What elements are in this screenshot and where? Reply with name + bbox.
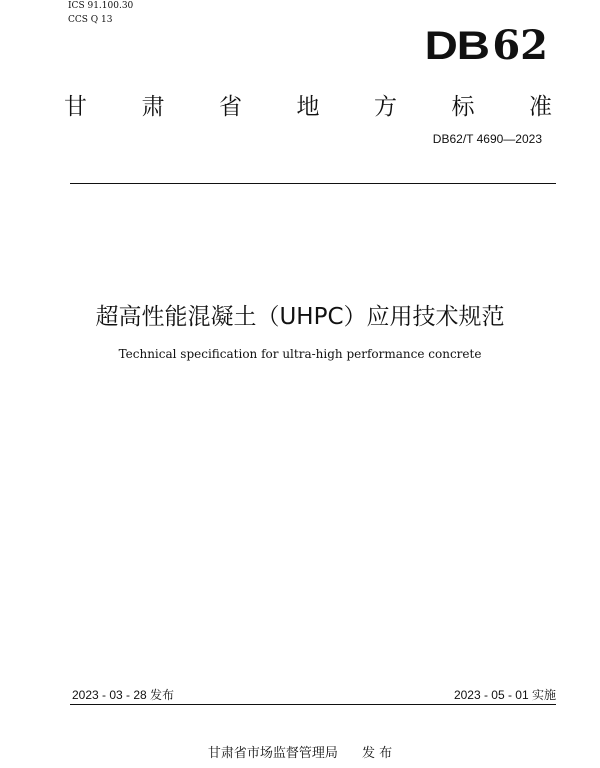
publisher-action: 发 布 xyxy=(361,746,393,761)
ccs-code: CCS Q 13 xyxy=(68,15,113,25)
standard-code-logo xyxy=(398,22,548,69)
issue-date: 2023 - 03 - 28 发布 xyxy=(72,688,175,702)
standard-type-char: 方 xyxy=(374,94,397,120)
standard-type-char: 准 xyxy=(529,94,552,120)
document-title-cn: 超高性能混凝土（UHPC）应用技术规范 xyxy=(95,304,505,330)
standard-code-number: 62 xyxy=(492,22,548,69)
footer-divider xyxy=(70,704,556,705)
standard-type-char: 标 xyxy=(451,94,475,120)
standard-type-char: 地 xyxy=(296,94,320,120)
implementation-date: 2023 - 05 - 01 实施 xyxy=(453,688,556,702)
document-title-en: Technical specification for ultra-high performance concrete xyxy=(118,347,482,361)
header-divider xyxy=(70,183,556,184)
standard-number: DB62/T 4690—2023 xyxy=(432,132,542,146)
ics-code: ICS 91.100.30 xyxy=(68,1,134,11)
standard-type-heading xyxy=(64,88,552,121)
standard-type-char: 肃 xyxy=(141,94,165,120)
publisher-line xyxy=(0,742,600,761)
publisher-name: 甘肃省市场监督管理局 xyxy=(207,746,338,761)
standard-type-char: 省 xyxy=(219,94,242,120)
standard-type-char: 甘 xyxy=(64,94,87,120)
standard-code-prefix: DB xyxy=(424,24,489,68)
